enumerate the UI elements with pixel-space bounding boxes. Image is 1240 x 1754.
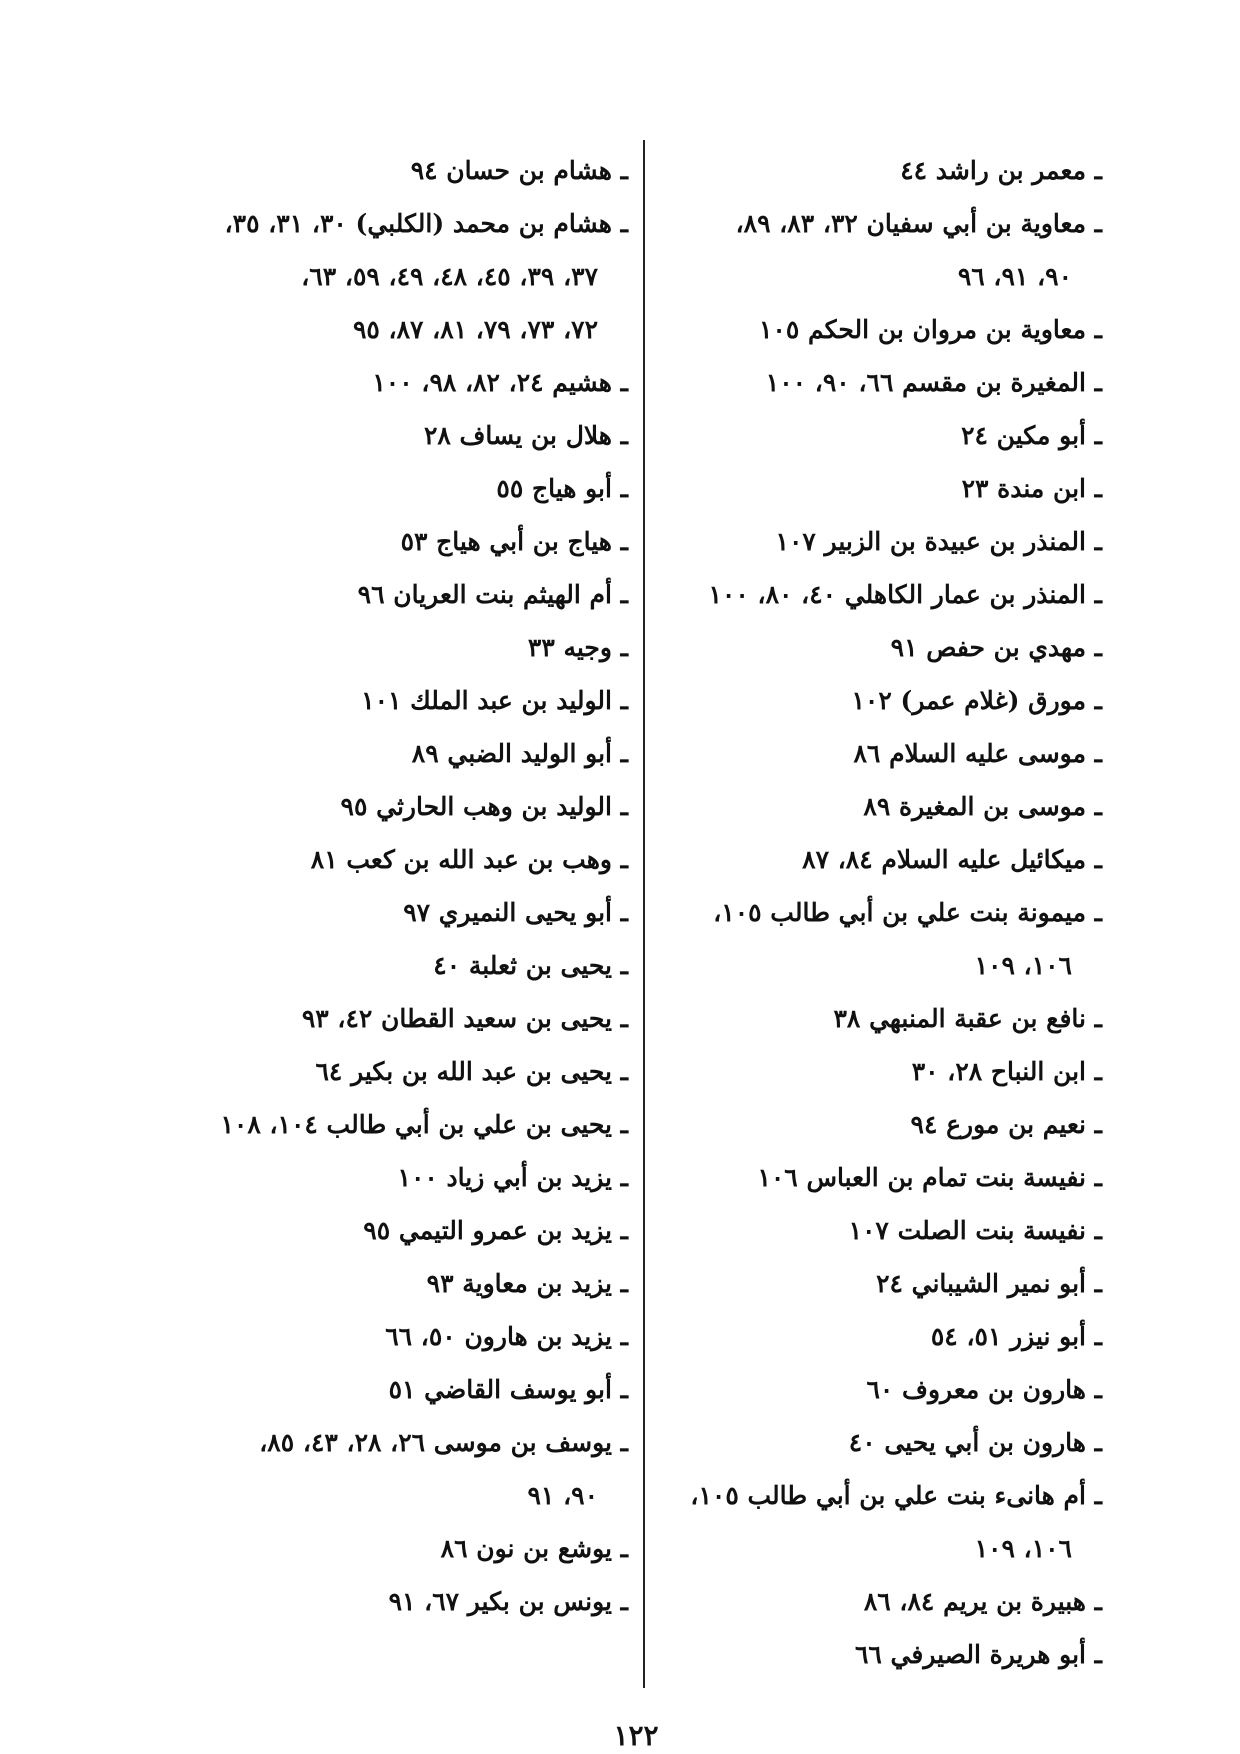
index-entry [646, 1416, 1102, 1469]
index-entry-text: ـ يحيى بن سعيد القطان ٤٢، ٩٣ [301, 1004, 628, 1033]
index-entry [178, 780, 628, 833]
index-entry-text: ـ أم هانىء بنت علي بن أبي طالب ١٠٥، [690, 1481, 1102, 1510]
index-entry [646, 197, 1102, 303]
index-entry [178, 1363, 628, 1416]
index-entry [178, 144, 628, 197]
index-entry [646, 303, 1102, 356]
index-entry [178, 197, 628, 356]
index-entry-text: ـ هشيم ٢٤، ٨٢، ٩٨، ١٠٠ [372, 368, 628, 397]
index-entry [178, 1416, 628, 1522]
index-entry-text: ـ أبو هريرة الصيرفي ٦٦ [854, 1640, 1102, 1669]
index-entry-text: ـ مورق (غلام عمر) ١٠٢ [851, 686, 1102, 715]
index-entry [646, 144, 1102, 197]
index-entry-continuation: ٧٢، ٧٣، ٧٩، ٨١، ٨٧، ٩٥ [352, 315, 598, 344]
index-entry-text: ـ المنذر بن عمار الكاهلي ٤٠، ٨٠، ١٠٠ [708, 580, 1102, 609]
index-entry-text: ـ يزيد بن أبي زياد ١٠٠ [397, 1163, 628, 1192]
index-entry [178, 621, 628, 674]
index-entry [178, 1045, 628, 1098]
index-column-right [646, 144, 1102, 1681]
index-entry-text: ـ يحيى بن ثعلبة ٤٠ [433, 951, 628, 980]
index-entry-text: ـ أبو الوليد الضبي ٨٩ [411, 739, 628, 768]
index-entry [178, 1257, 628, 1310]
index-entry [178, 462, 628, 515]
index-entry-text: ـ ابن النباح ٢٨، ٣٠ [911, 1057, 1102, 1086]
index-entry [646, 462, 1102, 515]
index-entry [646, 1098, 1102, 1151]
index-entry-text: ـ أبو يحيى النميري ٩٧ [403, 898, 628, 927]
index-entry [178, 356, 628, 409]
index-entry [646, 780, 1102, 833]
index-entry-text: ـ هارون بن معروف ٦٠ [866, 1375, 1102, 1404]
index-entry [646, 1469, 1102, 1575]
index-entry [646, 1045, 1102, 1098]
index-entry-text: ـ أبو نيزر ٥١، ٥٤ [930, 1322, 1102, 1351]
index-entry-text: ـ يونس بن بكير ٦٧، ٩١ [388, 1587, 628, 1616]
index-entry-continuation: ١٠٦، ١٠٩ [974, 1534, 1072, 1563]
index-entry-text: ـ موسى بن المغيرة ٨٩ [863, 792, 1102, 821]
index-entry-text: ـ معاوية بن أبي سفيان ٣٢، ٨٣، ٨٩، [735, 209, 1102, 238]
index-entry-text: ـ أم الهيثم بنت العريان ٩٦ [357, 580, 628, 609]
index-entry [178, 409, 628, 462]
index-entry-text: ـ هياج بن أبي هياج ٥٣ [400, 527, 628, 556]
index-entry-text: ـ معاوية بن مروان بن الحكم ١٠٥ [758, 315, 1102, 344]
index-entry-text: ـ هلال بن يساف ٢٨ [423, 421, 628, 450]
index-entry-text: ـ هبيرة بن يريم ٨٤، ٨٦ [863, 1587, 1102, 1616]
index-entry-text: ـ هشام بن محمد (الكلبي) ٣٠، ٣١، ٣٥، [224, 209, 628, 238]
index-entry [646, 409, 1102, 462]
index-entry-text: ـ أبو يوسف القاضي ٥١ [388, 1375, 628, 1404]
index-entry [178, 1098, 628, 1151]
index-entry [646, 515, 1102, 568]
index-entry-text: ـ الوليد بن وهب الحارثي ٩٥ [340, 792, 628, 821]
index-entry [178, 1151, 628, 1204]
index-entry [178, 1204, 628, 1257]
index-entry [178, 992, 628, 1045]
index-entry [646, 568, 1102, 621]
index-entry [646, 1204, 1102, 1257]
index-entry-text: ـ أبو مكين ٢٤ [961, 421, 1102, 450]
index-entry [178, 568, 628, 621]
index-entry-text: ـ معمر بن راشد ٤٤ [900, 156, 1102, 185]
index-entry [646, 886, 1102, 992]
index-entry-text: ـ أبو هياج ٥٥ [496, 474, 628, 503]
index-entry [178, 1522, 628, 1575]
index-entry-text: ـ ابن مندة ٢٣ [961, 474, 1102, 503]
index-entry-continuation: ٣٧، ٣٩، ٤٥، ٤٨، ٤٩، ٥٩، ٦٣، [301, 262, 598, 291]
index-entry-text: ـ هارون بن أبي يحيى ٤٠ [848, 1428, 1102, 1457]
index-entry [178, 515, 628, 568]
index-entry [178, 833, 628, 886]
index-entry-text: ـ مهدي بن حفص ٩١ [890, 633, 1102, 662]
index-entry-text: ـ ميمونة بنت علي بن أبي طالب ١٠٥، [713, 898, 1102, 927]
index-entry [646, 727, 1102, 780]
index-entry-text: ـ يزيد بن معاوية ٩٣ [426, 1269, 628, 1298]
index-entry [646, 1628, 1102, 1681]
index-entry [646, 621, 1102, 674]
page-number: ١٢٢ [613, 1719, 659, 1752]
index-entry-text: ـ يوسف بن موسى ٢٦، ٢٨، ٤٣، ٨٥، [259, 1428, 628, 1457]
index-entry-continuation: ١٠٦، ١٠٩ [974, 951, 1072, 980]
index-entry-text: ـ يحيى بن علي بن أبي طالب ١٠٤، ١٠٨ [220, 1110, 628, 1139]
index-entry-text: ـ ميكائيل عليه السلام ٨٤، ٨٧ [802, 845, 1102, 874]
index-entry-text: ـ المنذر بن عبيدة بن الزبير ١٠٧ [775, 527, 1102, 556]
index-entry-text: ـ هشام بن حسان ٩٤ [410, 156, 628, 185]
index-entry [646, 1151, 1102, 1204]
index-entry-text: ـ الوليد بن عبد الملك ١٠١ [361, 686, 628, 715]
index-entry-text: ـ موسى عليه السلام ٨٦ [853, 739, 1102, 768]
index-entry [646, 1575, 1102, 1628]
index-entry [178, 727, 628, 780]
index-entry [178, 674, 628, 727]
index-entry-text: ـ يحيى بن عبد الله بن بكير ٦٤ [315, 1057, 628, 1086]
index-entry-text: ـ وهب بن عبد الله بن كعب ٨١ [310, 845, 628, 874]
index-entry [178, 886, 628, 939]
index-entry [646, 674, 1102, 727]
column-divider [643, 140, 645, 1688]
index-entry [178, 1575, 628, 1628]
index-entry-text: ـ نفيسة بنت تمام بن العباس ١٠٦ [757, 1163, 1102, 1192]
index-entry-continuation: ٩٠، ٩١ [527, 1481, 598, 1510]
index-entry [646, 1257, 1102, 1310]
index-entry [646, 1363, 1102, 1416]
index-column-left [178, 144, 628, 1628]
index-entry-text: ـ نافع بن عقبة المنبهي ٣٨ [833, 1004, 1102, 1033]
index-entry-text: ـ وجيه ٣٣ [527, 633, 628, 662]
index-entry-text: ـ نفيسة بنت الصلت ١٠٧ [848, 1216, 1102, 1245]
index-entry [178, 939, 628, 992]
index-entry [646, 992, 1102, 1045]
index-entry-text: ـ نعيم بن مورع ٩٤ [910, 1110, 1102, 1139]
index-entry-text: ـ يزيد بن هارون ٥٠، ٦٦ [385, 1322, 628, 1351]
index-entry [646, 356, 1102, 409]
index-entry-text: ـ يوشع بن نون ٨٦ [440, 1534, 628, 1563]
index-entry [178, 1310, 628, 1363]
index-entry-text: ـ أبو نمير الشيباني ٢٤ [876, 1269, 1102, 1298]
index-entry [646, 833, 1102, 886]
index-entry [646, 1310, 1102, 1363]
index-entry-continuation: ٩٠، ٩١، ٩٦ [957, 262, 1072, 291]
index-entry-text: ـ يزيد بن عمرو التيمي ٩٥ [363, 1216, 628, 1245]
index-entry-text: ـ المغيرة بن مقسم ٦٦، ٩٠، ١٠٠ [765, 368, 1102, 397]
